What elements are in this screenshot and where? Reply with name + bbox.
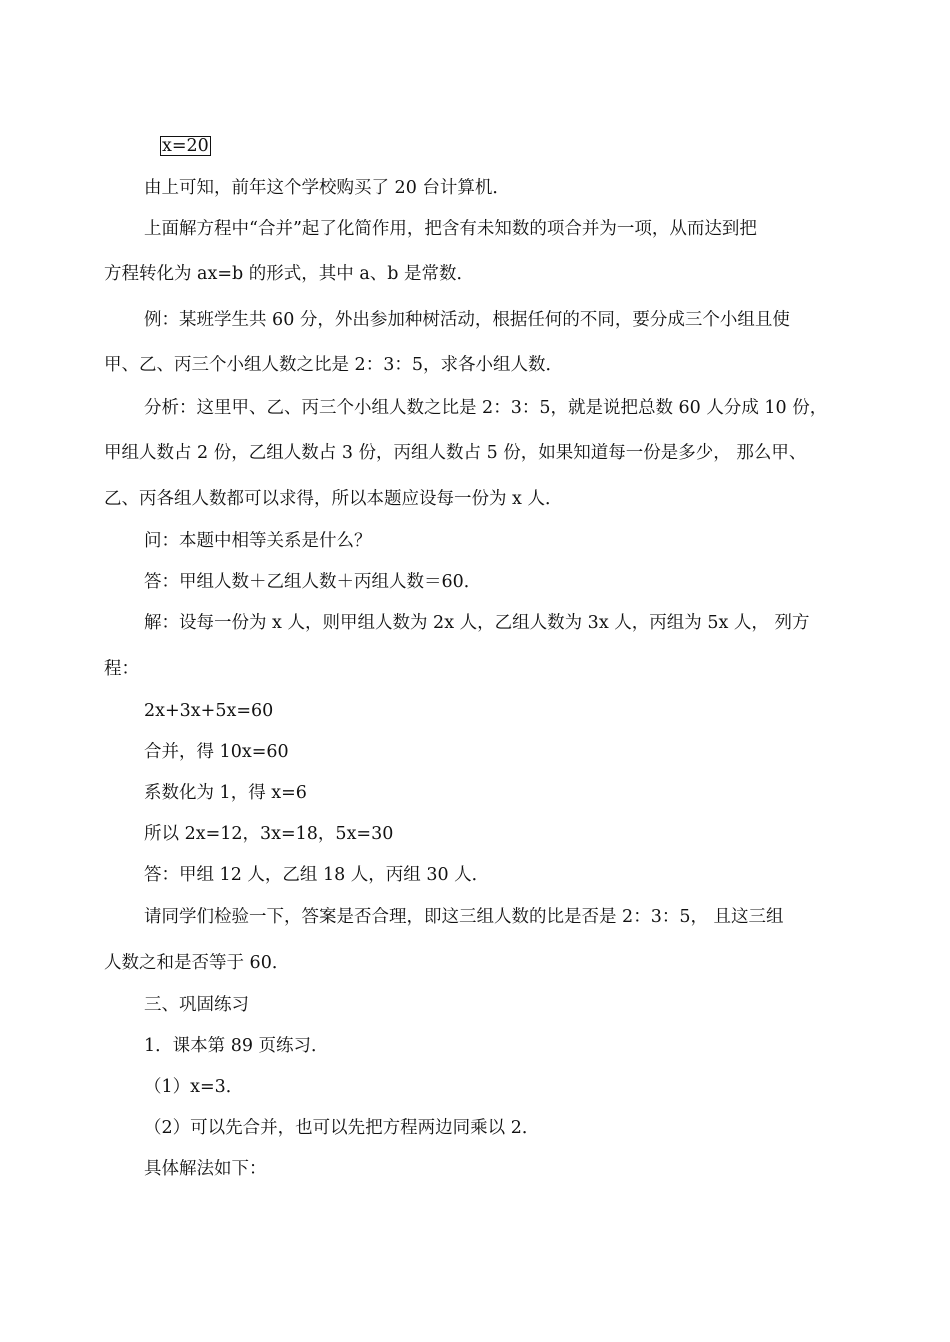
text-line: 所以 2x=12，3x=18，5x=30 [144,824,394,844]
text-line: 甲组人数占 2 份，乙组人数占 3 份，丙组人数占 5 份，如果知道每一份是多少， 那么甲、 [104,443,807,463]
text-line: （1）x=3． [144,1077,244,1097]
text-line: 分析：这里甲、乙、丙三个小组人数之比是 2：3：5，就是说把总数 60 人分成 10 份， [144,398,828,418]
text-line: 上面解方程中“合并”起了化简作用，把含有未知数的项合并为一项，从而达到把 [144,219,757,239]
text-line: 解：设每一份为 x 人，则甲组人数为 2x 人，乙组人数为 3x 人，丙组为 5x 人， 列方 [144,613,810,633]
boxed-equation-line [160,134,211,158]
text-line: 答：甲组人数＋乙组人数＋丙组人数＝60． [144,572,482,592]
text-line: 问：本题中相等关系是什么？ [144,531,372,551]
text-line: 乙、丙各组人数都可以求得，所以本题应设每一份为 x 人． [104,489,563,509]
text-line: 具体解法如下： [144,1159,267,1179]
text-line: 答：甲组 12 人，乙组 18 人，丙组 30 人． [144,865,490,885]
text-line: （2）可以先合并，也可以先把方程两边同乘以 2． [144,1118,540,1138]
equation-line: 2x+3x+5x=60 [144,701,274,721]
text-line: 例：某班学生共 60 分，外出参加种树活动，根据任何的不同，要分成三个小组且使 [144,310,790,330]
text-line: 系数化为 1，得 x=6 [144,783,307,803]
text-line: 请同学们检验一下，答案是否合理，即这三组人数的比是否是 2：3：5， 且这三组 [144,907,784,927]
text-line: 1．课本第 89 页练习． [144,1036,329,1056]
text-line: 人数之和是否等于 60． [104,953,290,973]
text-line: 合并，得 10x=60 [144,742,289,762]
text-line: 方程转化为 ax=b 的形式，其中 a、b 是常数． [104,264,475,284]
section-heading: 三、巩固练习 [144,995,249,1015]
text-line: 甲、乙、丙三个小组人数之比是 2：3：5，求各小组人数． [104,355,563,375]
text-line: 程： [104,659,139,679]
text-line: 由上可知，前年这个学校购买了 20 台计算机． [144,178,510,198]
boxed-equation: x=20 [162,136,209,156]
